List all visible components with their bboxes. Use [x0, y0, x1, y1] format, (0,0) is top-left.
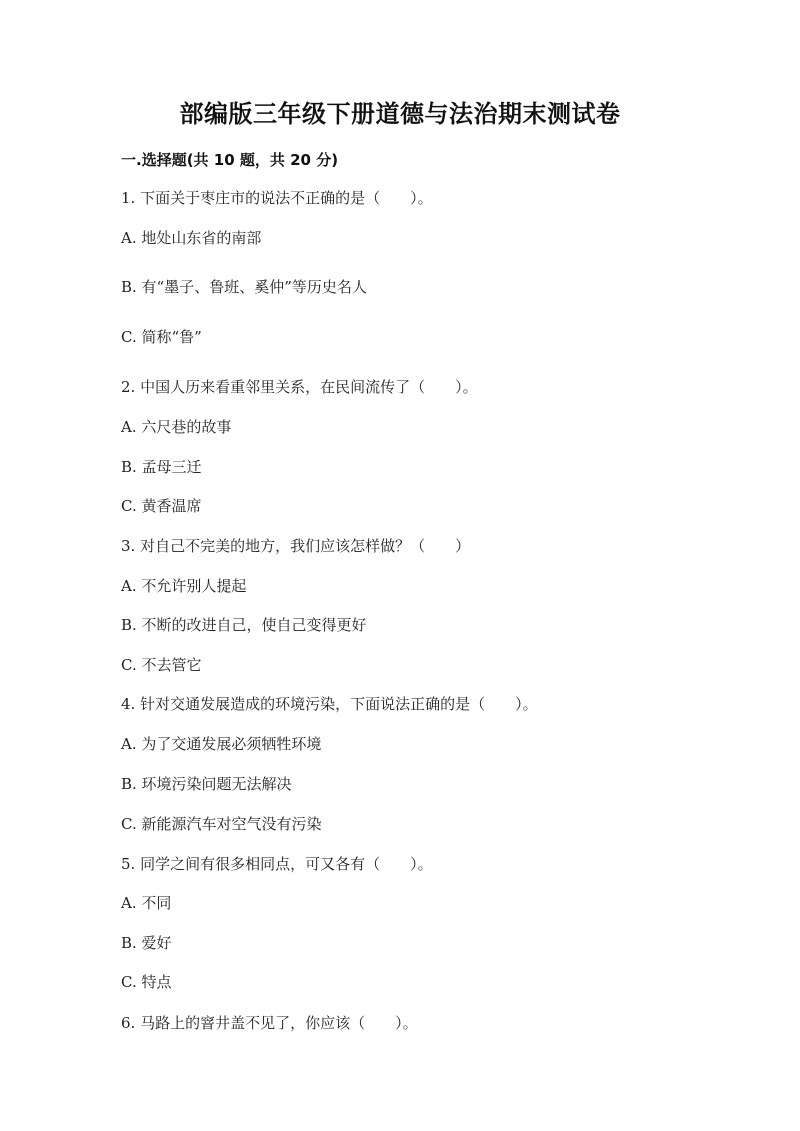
option-a: A. 为了交通发展必须牺牲环境 — [121, 735, 322, 753]
question-stem: 6. 马路上的窨井盖不见了，你应该（ ）。 — [121, 1014, 418, 1032]
question-stem: 3. 对自己不完美的地方，我们应该怎样做？（ ） — [121, 537, 471, 555]
option-c: C. 特点 — [121, 973, 172, 991]
question-stem: 4. 针对交通发展造成的环境污染，下面说法正确的是（ ）。 — [121, 695, 538, 713]
page-title: 部编版三年级下册道德与法治期末测试卷 — [179, 100, 621, 128]
option-c: C. 新能源汽车对空气没有污染 — [121, 815, 322, 833]
option-c: C. 不去管它 — [121, 656, 202, 674]
option-a: A. 不允许别人提起 — [121, 577, 247, 595]
option-c: C. 黄香温席 — [121, 497, 202, 515]
option-b: B. 环境污染问题无法解决 — [121, 775, 292, 793]
option-a: A. 六尺巷的故事 — [121, 418, 232, 436]
option-b: B. 爱好 — [121, 934, 172, 952]
question-stem: 5. 同学之间有很多相同点，可又各有（ ）。 — [121, 855, 433, 873]
option-b: B. 不断的改进自己，使自己变得更好 — [121, 616, 367, 634]
option-a: A. 不同 — [121, 894, 172, 912]
question-stem: 1. 下面关于枣庄市的说法不正确的是（ ）。 — [121, 189, 433, 207]
option-b: B. 有“墨子、鲁班、奚仲”等历史名人 — [121, 278, 367, 296]
option-a: A. 地处山东省的南部 — [121, 229, 262, 247]
question-stem: 2. 中国人历来看重邻里关系，在民间流传了（ ）。 — [121, 378, 478, 396]
option-c: C. 简称“鲁” — [121, 328, 202, 346]
option-b: B. 孟母三迁 — [121, 458, 202, 476]
section-heading: 一.选择题(共 10 题，共 20 分) — [121, 151, 339, 169]
